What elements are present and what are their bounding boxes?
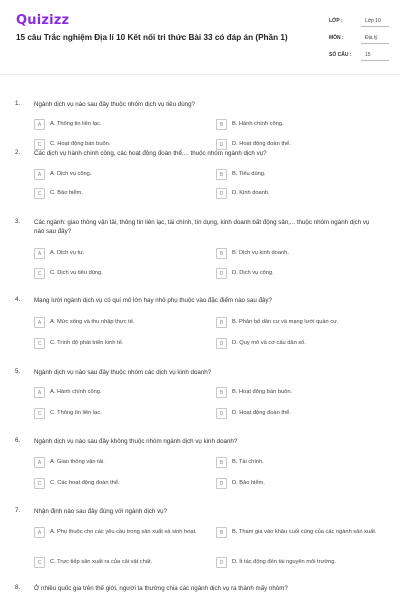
option-text: B. Tham gia vào khâu cuối cùng của các ngành sản xuất. xyxy=(232,529,377,535)
option-text: D. Ít tác động đến tài nguyên môi trường. xyxy=(232,559,336,565)
option-letter: D xyxy=(216,139,227,150)
option-letter: C xyxy=(34,188,45,199)
option-letter: D xyxy=(216,268,227,279)
question-number: 8. xyxy=(15,584,21,591)
meta-panel xyxy=(329,14,389,65)
option-letter: B xyxy=(216,317,227,328)
option-letter: B xyxy=(216,527,227,538)
option-text: B. Hành chính công. xyxy=(232,121,284,127)
option-letter: D xyxy=(216,338,227,349)
question-number: 6. xyxy=(15,437,21,444)
question-text: Nhận định nào sau đây đúng với ngành dịch vụ? xyxy=(34,508,168,515)
option-a[interactable] xyxy=(34,457,209,468)
option-letter: C xyxy=(34,408,45,419)
option-text: A. Dịch vụ tư. xyxy=(50,250,85,256)
question-text: Ngành dịch vụ nào sau đây thuộc nhóm các dịch vụ kinh doanh? xyxy=(34,369,212,376)
option-letter: D xyxy=(216,478,227,489)
meta-value-field: Địa lý xyxy=(361,32,389,44)
option-b[interactable] xyxy=(216,248,391,259)
option-text: B. Tiêu dùng. xyxy=(232,171,266,177)
option-c[interactable] xyxy=(34,268,209,279)
option-letter: C xyxy=(34,338,45,349)
question-text: Ngành dịch vụ nào sau đây không thuộc nhóm ngành dịch vụ kinh doanh? xyxy=(34,438,238,445)
question-text: Mạng lưới ngành dịch vụ có quí mô lớn hay nhỏ phụ thuộc vào đặc điểm nào sau đây? xyxy=(34,297,272,304)
option-letter: B xyxy=(216,119,227,130)
option-c[interactable] xyxy=(34,478,209,489)
option-letter: B xyxy=(216,457,227,468)
option-a[interactable] xyxy=(34,527,209,538)
option-text: D. Hoạt động đoàn thể. xyxy=(232,141,291,147)
question-text: Các ngành: giao thông vận tải, thông tin liên lạc, tài chính, tín dụng, kinh doanh bất động sản,... thuộc nhóm ngành dịch vụ nào sau đây? xyxy=(34,219,370,235)
option-c[interactable] xyxy=(34,408,209,419)
option-text: C. Bảo hiểm. xyxy=(50,190,83,196)
option-b[interactable] xyxy=(216,317,391,328)
meta-label: LỚP : xyxy=(329,17,343,24)
meta-class-row xyxy=(329,14,389,27)
option-b[interactable] xyxy=(216,527,391,538)
option-text: D. Dịch vụ công. xyxy=(232,270,274,276)
meta-label: SỐ CÂU : xyxy=(329,51,352,58)
page-title: 15 câu Trắc nghiệm Địa lí 10 Kết nối tri thức Bài 33 có đáp án (Phần 1) xyxy=(16,33,288,42)
option-text: B. Phân bố dân cư và mạng lưới quần cư. xyxy=(232,319,339,325)
question-number: 5. xyxy=(15,368,21,375)
option-text: A. Thông tin liên lạc. xyxy=(50,121,102,127)
option-text: A. Phụ thuộc cho các yêu cầu trong sản xuất và sinh hoạt. xyxy=(50,529,197,535)
option-c[interactable] xyxy=(34,338,209,349)
option-b[interactable] xyxy=(216,457,391,468)
option-letter: A xyxy=(34,387,45,398)
option-b[interactable] xyxy=(216,387,391,398)
option-text: C. Trình độ phát triển kinh tế. xyxy=(50,340,124,346)
option-text: C. Thông tin liên lạc. xyxy=(50,410,102,416)
option-d[interactable] xyxy=(216,188,391,199)
option-text: C. Các hoạt động đoàn thể. xyxy=(50,480,120,486)
option-letter: D xyxy=(216,408,227,419)
option-text: C. Hoạt động bán buôn. xyxy=(50,141,111,147)
option-a[interactable] xyxy=(34,248,209,259)
option-text: A. Giao thông vận tải. xyxy=(50,459,105,465)
option-text: D. Bảo hiểm. xyxy=(232,480,265,486)
option-a[interactable] xyxy=(34,169,209,180)
quizizz-logo: Quizizz xyxy=(16,13,70,28)
question-text: Ngành dịch vụ nào sau đây thuộc nhóm dịch vụ tiêu dùng? xyxy=(34,101,195,108)
option-d[interactable] xyxy=(216,557,391,568)
question-number: 1. xyxy=(15,100,21,107)
question-number: 7. xyxy=(15,507,21,514)
option-b[interactable] xyxy=(216,119,391,130)
option-c[interactable] xyxy=(34,188,209,199)
option-a[interactable] xyxy=(34,317,209,328)
option-text: A. Hành chính công. xyxy=(50,389,102,395)
question-text: Các dịch vụ hành chính công, các hoạt động đoàn thể,... thuộc nhóm ngành dịch vụ? xyxy=(34,150,267,157)
option-text: C. Trực tiếp sản xuất ra của cải vật chất. xyxy=(50,559,153,565)
option-letter: C xyxy=(34,557,45,568)
meta-count-row xyxy=(329,48,389,61)
option-letter: A xyxy=(34,169,45,180)
option-text: D. Kinh doanh. xyxy=(232,190,270,196)
meta-subject-row xyxy=(329,31,389,44)
option-letter: D xyxy=(216,188,227,199)
option-a[interactable] xyxy=(34,119,209,130)
option-text: C. Dịch vụ tiêu dùng. xyxy=(50,270,103,276)
question-text: Ở nhiều quốc gia trên thế giới, người ta thường chia các ngành dịch vụ ra thành mấy nhóm? xyxy=(34,585,288,592)
option-letter: A xyxy=(34,317,45,328)
option-text: D. Hoạt động đoàn thể. xyxy=(232,410,291,416)
option-letter: A xyxy=(34,457,45,468)
option-b[interactable] xyxy=(216,169,391,180)
option-letter: A xyxy=(34,248,45,259)
meta-value-field: Lớp 10 xyxy=(361,15,389,27)
option-letter: B xyxy=(216,169,227,180)
meta-label: MÔN : xyxy=(329,34,344,41)
meta-value-field: 15 xyxy=(361,49,389,61)
option-text: A. Mức sống và thu nhập thực tế. xyxy=(50,319,135,325)
header-divider xyxy=(0,74,400,75)
question-number: 3. xyxy=(15,218,21,225)
option-text: B. Dịch vụ kinh doanh. xyxy=(232,250,289,256)
page-header xyxy=(0,0,400,72)
option-a[interactable] xyxy=(34,387,209,398)
option-d[interactable] xyxy=(216,408,391,419)
option-text: B. Tài chính. xyxy=(232,459,264,465)
option-d[interactable] xyxy=(216,268,391,279)
option-c[interactable] xyxy=(34,557,209,568)
option-letter: C xyxy=(34,478,45,489)
option-letter: B xyxy=(216,387,227,398)
question-number: 4. xyxy=(15,296,21,303)
question-number: 2. xyxy=(15,149,21,156)
option-text: B. Hoạt động bán buôn. xyxy=(232,389,293,395)
option-text: D. Quy mô và cơ cấu dân số. xyxy=(232,340,306,346)
option-letter: C xyxy=(34,139,45,150)
option-d[interactable] xyxy=(216,338,391,349)
option-d[interactable] xyxy=(216,478,391,489)
option-letter: B xyxy=(216,248,227,259)
option-letter: A xyxy=(34,119,45,130)
option-letter: D xyxy=(216,557,227,568)
option-letter: C xyxy=(34,268,45,279)
option-letter: A xyxy=(34,527,45,538)
option-text: A. Dịch vụ công. xyxy=(50,171,92,177)
